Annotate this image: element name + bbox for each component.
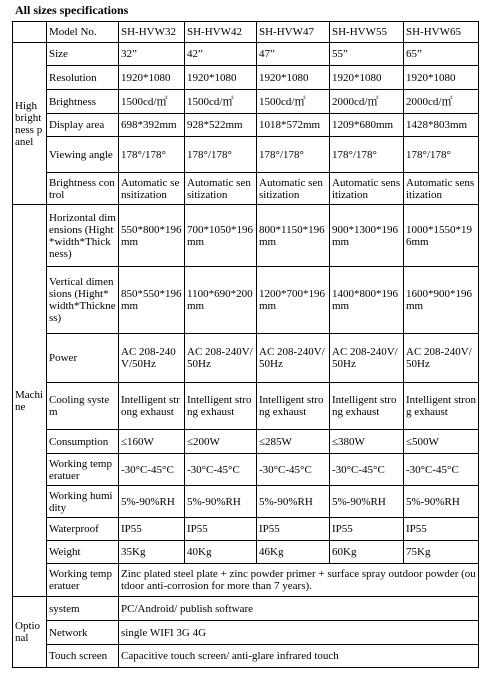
table-cell: 47”	[257, 43, 330, 66]
table-cell: 5%-90%RH	[257, 486, 330, 518]
row-label: Brightness control	[47, 173, 119, 205]
table-cell: 65”	[404, 43, 479, 66]
table-cell: IP55	[185, 518, 257, 541]
table-cell: -30°C-45°C	[330, 454, 404, 486]
table-cell: 60Kg	[330, 541, 404, 564]
page-title: All sizes specifications	[15, 3, 129, 17]
table-cell: 1000*1550*196mm	[404, 205, 479, 267]
table-cell: Automatic sensitization	[404, 173, 479, 205]
row-label: Consumption	[47, 430, 119, 454]
table-cell: 178°/178°	[257, 137, 330, 173]
table-row	[13, 114, 479, 137]
table-cell: 800*1150*196mm	[257, 205, 330, 267]
table-cell: Automatic sensitization	[119, 173, 185, 205]
table-cell: 2000cd/㎡	[404, 90, 479, 114]
table-cell-span: Zinc plated steel plate + zinc powder primer + surface spray outdoor powder (outdoor anti-corrosion for more than 7 years).	[119, 564, 479, 597]
table-cell: 850*550*196mm	[119, 267, 185, 334]
table-row	[13, 430, 479, 454]
table-cell: Intelligent strong exhaust	[257, 383, 330, 430]
table-cell-span: Capacitive touch screen/ anti-glare infrared touch	[119, 645, 479, 668]
table-cell: IP55	[404, 518, 479, 541]
table-cell: ≤200W	[185, 430, 257, 454]
row-label: Vertical dimensions (Hight*width*Thickness)	[47, 267, 119, 334]
table-cell: 42”	[185, 43, 257, 66]
row-label: Viewing angle	[47, 137, 119, 173]
row-label: Weight	[47, 541, 119, 564]
table-row	[13, 205, 479, 267]
table-cell: 1209*680mm	[330, 114, 404, 137]
model-name: SH-HVW32	[119, 22, 185, 43]
table-row	[13, 383, 479, 430]
table-cell: 1200*700*196mm	[257, 267, 330, 334]
table-row	[13, 486, 479, 518]
table-cell: ≤160W	[119, 430, 185, 454]
model-label: Model No.	[47, 22, 119, 43]
table-cell-span: single WIFI 3G 4G	[119, 621, 479, 645]
table-row	[13, 137, 479, 173]
group-label-optional: Optional	[13, 597, 47, 668]
table-row	[13, 267, 479, 334]
model-name: SH-HVW55	[330, 22, 404, 43]
table-row	[13, 564, 479, 597]
table-cell: 700*1050*196mm	[185, 205, 257, 267]
table-row	[13, 541, 479, 564]
table-cell: Automatic sensitization	[185, 173, 257, 205]
table-cell: 550*800*196mm	[119, 205, 185, 267]
table-cell: 40Kg	[185, 541, 257, 564]
table-cell: 928*522mm	[185, 114, 257, 137]
table-cell: 1920*1080	[185, 66, 257, 90]
table-cell: 75Kg	[404, 541, 479, 564]
table-cell: Intelligent strong exhaust	[404, 383, 479, 430]
table-cell: ≤500W	[404, 430, 479, 454]
row-label: Resolution	[47, 66, 119, 90]
table-cell: 55”	[330, 43, 404, 66]
table-cell: IP55	[330, 518, 404, 541]
table-row	[13, 173, 479, 205]
row-label: Brightness	[47, 90, 119, 114]
table-row	[13, 597, 479, 621]
table-cell: Intelligent strong exhaust	[185, 383, 257, 430]
table-cell: 178°/178°	[185, 137, 257, 173]
table-row	[13, 518, 479, 541]
table-cell: 5%-90%RH	[119, 486, 185, 518]
table-cell-span: PC/Android/ publish software	[119, 597, 479, 621]
row-label: Waterproof	[47, 518, 119, 541]
group-label-panel: High brightness panel	[13, 43, 47, 205]
table-row	[13, 334, 479, 383]
table-row	[13, 43, 479, 66]
table-row	[13, 645, 479, 668]
group-label-machine: Machine	[13, 205, 47, 597]
row-label: Power	[47, 334, 119, 383]
table-cell: 1600*900*196mm	[404, 267, 479, 334]
table-cell: 5%-90%RH	[404, 486, 479, 518]
table-cell: Intelligent strong exhaust	[119, 383, 185, 430]
row-label: Display area	[47, 114, 119, 137]
row-label: Working humidity	[47, 486, 119, 518]
table-cell: 698*392mm	[119, 114, 185, 137]
table-cell: 1920*1080	[257, 66, 330, 90]
table-cell: 1428*803mm	[404, 114, 479, 137]
table-cell: AC 208-240V/50Hz	[257, 334, 330, 383]
table-cell: 1500cd/㎡	[185, 90, 257, 114]
table-cell: -30°C-45°C	[119, 454, 185, 486]
row-label: Horizontal dimensions (Hight*width*Thickness)	[47, 205, 119, 267]
row-label: system	[47, 597, 119, 621]
row-label: Network	[47, 621, 119, 645]
table-cell: 1400*800*196mm	[330, 267, 404, 334]
table-cell: 1100*690*200mm	[185, 267, 257, 334]
table-cell: AC 208-240V/50Hz	[119, 334, 185, 383]
table-cell: ≤285W	[257, 430, 330, 454]
table-cell: IP55	[257, 518, 330, 541]
table-cell: 1500cd/㎡	[119, 90, 185, 114]
table-cell: 1500cd/㎡	[257, 90, 330, 114]
row-label: Touch screen	[47, 645, 119, 668]
table-cell: 178°/178°	[404, 137, 479, 173]
table-row	[13, 621, 479, 645]
row-label: Size	[47, 43, 119, 66]
table-cell: Intelligent strong exhaust	[330, 383, 404, 430]
model-name: SH-HVW65	[404, 22, 479, 43]
table-cell: ≤380W	[330, 430, 404, 454]
table-cell: 900*1300*196mm	[330, 205, 404, 267]
spec-table	[12, 21, 479, 668]
table-cell: -30°C-45°C	[404, 454, 479, 486]
table-cell: 178°/178°	[119, 137, 185, 173]
table-cell: 178°/178°	[330, 137, 404, 173]
table-cell: Automatic sensitization	[330, 173, 404, 205]
row-label: Cooling system	[47, 383, 119, 430]
table-row	[13, 66, 479, 90]
table-cell: 1920*1080	[404, 66, 479, 90]
model-name: SH-HVW47	[257, 22, 330, 43]
table-cell: 46Kg	[257, 541, 330, 564]
row-label: Working temperatuer	[47, 454, 119, 486]
table-cell: 1920*1080	[119, 66, 185, 90]
table-cell: 5%-90%RH	[185, 486, 257, 518]
table-cell: Automatic sensitization	[257, 173, 330, 205]
table-row	[13, 454, 479, 486]
row-label: Working temperatuer	[47, 564, 119, 597]
model-name: SH-HVW42	[185, 22, 257, 43]
table-row	[13, 90, 479, 114]
table-cell: 5%-90%RH	[330, 486, 404, 518]
table-cell: IP55	[119, 518, 185, 541]
header-row	[13, 22, 479, 43]
table-cell: 35Kg	[119, 541, 185, 564]
table-cell: AC 208-240V/50Hz	[185, 334, 257, 383]
table-cell: 2000cd/㎡	[330, 90, 404, 114]
table-cell: 1920*1080	[330, 66, 404, 90]
table-cell: -30°C-45°C	[257, 454, 330, 486]
table-cell: AC 208-240V/50Hz	[330, 334, 404, 383]
table-cell: 32”	[119, 43, 185, 66]
corner-cell	[13, 22, 47, 43]
table-cell: 1018*572mm	[257, 114, 330, 137]
table-cell: -30°C-45°C	[185, 454, 257, 486]
table-cell: AC 208-240V/50Hz	[404, 334, 479, 383]
